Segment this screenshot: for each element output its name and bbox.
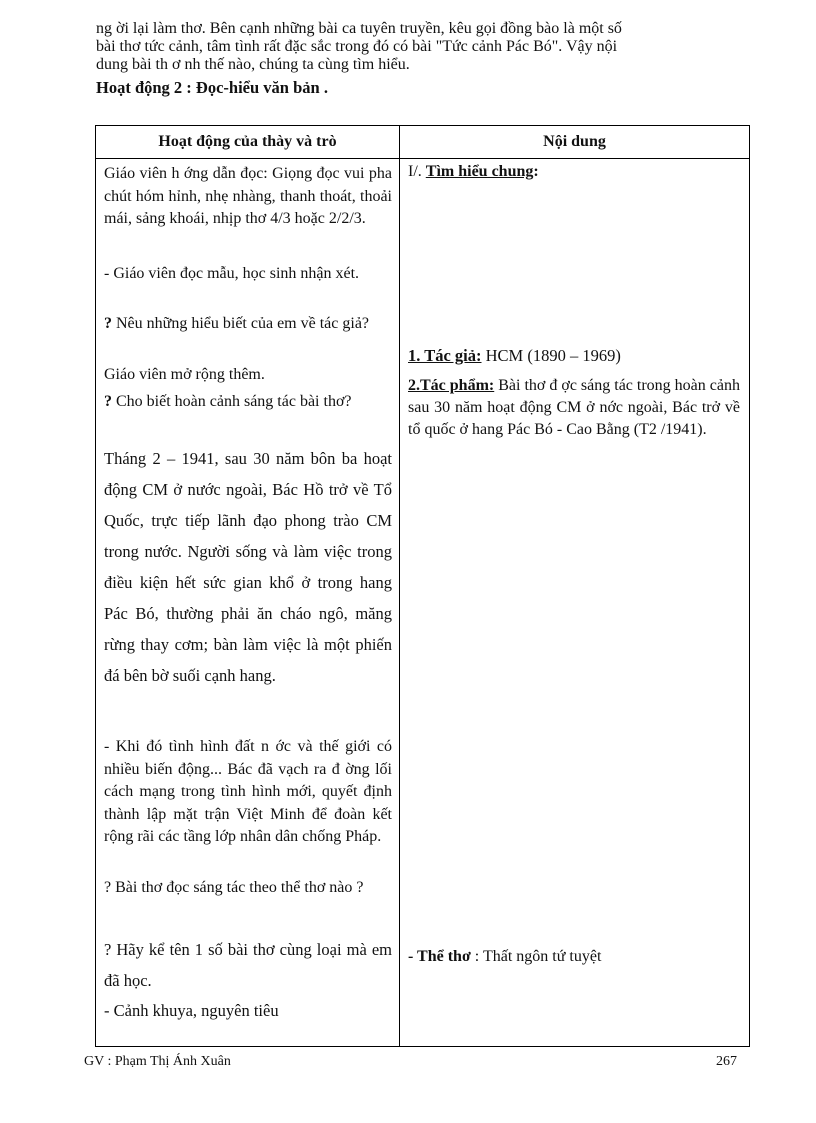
author-value: HCM (1890 – 1969) — [481, 346, 621, 365]
footer-teacher: GV : Phạm Thị Ánh Xuân — [84, 1054, 231, 1069]
work-label: 2.Tác phẩm: — [408, 377, 495, 394]
form-value: : Thất ngôn tứ tuyệt — [470, 948, 602, 965]
section-number: I/. — [408, 163, 426, 180]
author-line — [408, 345, 740, 367]
historical-context: Tháng 2 – 1941, sau 30 năm bôn ba hoạt động CM ở nước ngoài, Bác Hồ trở về Tổ Quốc, trực tiếp lãnh đạo phong trào CM trong nước. Người sống và làm việc trong điều kiện hết sức gian khổ ở trong hang Pác Bó, thường phải ăn cháo ngô, măng rừng thay cơm; bàn làm việc là một phiến đá bên bờ suối cạnh hang. — [104, 449, 392, 685]
question-text: Cho biết hoàn cảnh sáng tác bài thơ? — [112, 393, 352, 410]
question-form: ? Bài thơ đọc sáng tác theo thể thơ nào ? — [104, 879, 364, 896]
author-label: 1. Tác giả: — [408, 346, 482, 365]
section-colon: : — [533, 163, 539, 180]
question-text: Nêu những hiểu biết của em về tác giả? — [112, 315, 370, 332]
intro-line: ng ời lại làm thơ. Bên cạnh những bài ca tuyên truyền, kêu gọi đồng bào là một số — [96, 20, 622, 37]
section-general — [408, 161, 740, 183]
question-author — [104, 313, 392, 336]
section-title: Tìm hiểu chung — [425, 163, 534, 180]
work-paragraph — [408, 375, 740, 441]
content-cell — [400, 159, 750, 1047]
intro-line: bài thơ tức cảnh, tâm tình rất đặc sắc trong đó có bài "Tức cảnh Pác Bó". Vậy nội — [96, 38, 618, 55]
intro-line: dung bài th ơ nh thế nào, chúng ta cùng tìm hiểu. — [96, 56, 410, 73]
lesson-table — [95, 125, 750, 1047]
reading-guidance: Giáo viên h ớng dẫn đọc: Giọng đọc vui pha chút hóm hỉnh, nhẹ nhàng, thanh thoát, thoải mái, sảng khoái, nhịp thơ 4/3 hoặc 2/2/3. — [104, 165, 392, 227]
activities-cell — [96, 159, 400, 1047]
table-header-row — [96, 126, 750, 159]
situation-paragraph: - Khi đó tình hình đất n ớc và thế giới có nhiều biến động... Bác đã vạch ra đ ờng lối cách mạng trong tình hình mới, quyết định thành lập mặt trận Việt Minh để đoàn kết rộng rãi các tầng lớp nhân dân chống Pháp. — [104, 738, 392, 845]
teacher-expands: Giáo viên mở rộng thêm. — [104, 366, 265, 383]
activity-heading: Hoạt động 2 : Đọc-hiểu văn bản . — [96, 78, 328, 97]
answer-poems: - Cảnh khuya, nguyên tiêu — [104, 1001, 279, 1020]
work-value: Bài thơ đ ợc sáng tác trong hoàn cảnh sau 30 năm hoạt động CM ở nớc ngoài, Bác trở về tổ quốc ở hang Pác Bó - Cao Bằng (T2 /1941). — [408, 377, 740, 438]
form-label: - Thể thơ — [408, 948, 471, 965]
page-number: 267 — [716, 1054, 737, 1069]
teacher-reading: - Giáo viên đọc mẫu, học sinh nhận xét. — [104, 265, 360, 282]
question-context — [104, 391, 392, 414]
column-header-content: Nội dung — [400, 126, 750, 159]
table-row — [96, 159, 750, 1047]
form-line — [408, 946, 740, 968]
question-mark: ? — [104, 393, 112, 410]
question-mark: ? — [104, 315, 112, 332]
column-header-activities: Hoạt động của thày và trò — [96, 126, 400, 159]
intro-paragraph — [96, 20, 748, 74]
question-similar-poems: ? Hãy kể tên 1 số bài thơ cùng loại mà em đã học. — [104, 940, 392, 990]
